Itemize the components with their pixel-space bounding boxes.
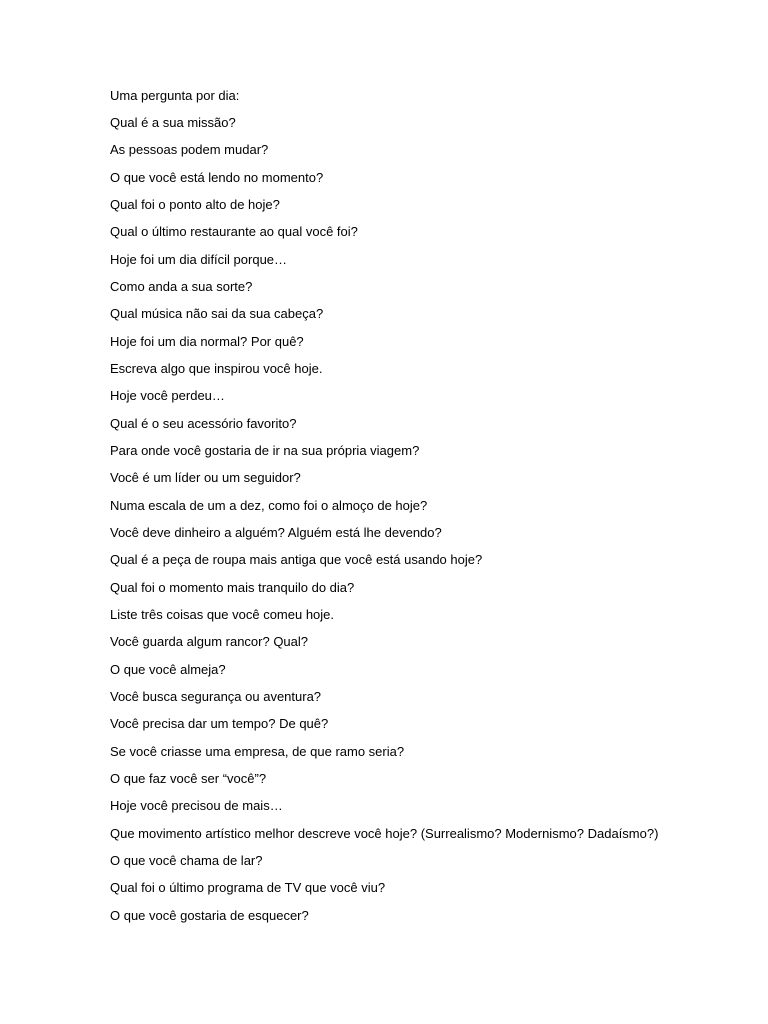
question-line: Você busca segurança ou aventura?	[110, 689, 322, 704]
question-line: Hoje você perdeu…	[110, 388, 225, 403]
question-line: O que você almeja?	[110, 662, 226, 677]
question-line: Hoje foi um dia normal? Por quê?	[110, 334, 304, 349]
question-line: As pessoas podem mudar?	[110, 142, 269, 157]
question-line: O que faz você ser “você”?	[110, 771, 267, 786]
question-line: Liste três coisas que você comeu hoje.	[110, 607, 335, 622]
question-line: Qual música não sai da sua cabeça?	[110, 306, 324, 321]
question-line: Qual o último restaurante ao qual você foi?	[110, 224, 358, 239]
question-line: Qual foi o momento mais tranquilo do dia?	[110, 580, 355, 595]
question-line: Qual foi o ponto alto de hoje?	[110, 197, 280, 212]
question-line: O que você está lendo no momento?	[110, 170, 324, 185]
question-line: O que você chama de lar?	[110, 853, 263, 868]
question-line: Você é um líder ou um seguidor?	[110, 470, 301, 485]
question-line: Como anda a sua sorte?	[110, 279, 253, 294]
question-line: Que movimento artístico melhor descreve você hoje? (Surrealismo? Modernismo? Dadaísmo?)	[110, 826, 659, 841]
question-line: Para onde você gostaria de ir na sua própria viagem?	[110, 443, 420, 458]
question-line: Qual foi o último programa de TV que você viu?	[110, 880, 386, 895]
question-line: Qual é a sua missão?	[110, 115, 236, 130]
question-line: Você precisa dar um tempo? De quê?	[110, 716, 329, 731]
question-line: Se você criasse uma empresa, de que ramo seria?	[110, 744, 405, 759]
question-line: Qual é a peça de roupa mais antiga que você está usando hoje?	[110, 552, 483, 567]
question-line: Você guarda algum rancor? Qual?	[110, 634, 309, 649]
document-heading: Uma pergunta por dia:	[110, 88, 240, 103]
question-line: Hoje foi um dia difícil porque…	[110, 252, 288, 267]
question-line: Você deve dinheiro a alguém? Alguém está lhe devendo?	[110, 525, 442, 540]
question-line: Numa escala de um a dez, como foi o almoço de hoje?	[110, 498, 428, 513]
question-line: Qual é o seu acessório favorito?	[110, 416, 297, 431]
question-line: Escreva algo que inspirou você hoje.	[110, 361, 323, 376]
question-line: Hoje você precisou de mais…	[110, 798, 283, 813]
question-line: O que você gostaria de esquecer?	[110, 908, 309, 923]
